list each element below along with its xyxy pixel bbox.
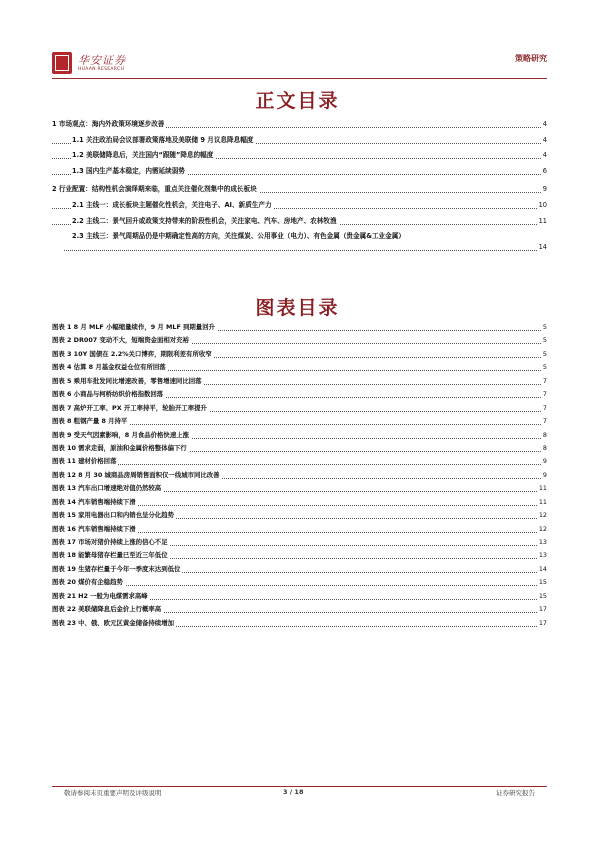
- page-header: [52, 50, 547, 80]
- figure-entry[interactable]: [52, 482, 547, 495]
- toc-entry-page: 4: [541, 148, 547, 164]
- toc-entry[interactable]: [52, 214, 547, 230]
- logo-english-name: HUAAN RESEARCH: [78, 67, 125, 72]
- figure-entry[interactable]: [52, 549, 547, 562]
- seal-icon: [52, 52, 72, 74]
- figure-entry-text: 图表 7 高炉开工率、PX 开工率持平，轮胎开工率提升: [52, 402, 209, 415]
- toc-entry-page: 9: [541, 182, 547, 198]
- figure-entry-text: 图表 8 粗钢产量 8 月持平: [52, 415, 129, 428]
- figure-entry-page: 9: [541, 455, 547, 468]
- figure-entry-page: 7: [541, 415, 547, 428]
- figure-entry[interactable]: [52, 603, 547, 616]
- toc-entry-text: 1.3 国内生产基本稳定，内需延续弱势: [72, 164, 187, 180]
- figure-entry-text: 图表 23 中、俄、欧元区黄金储备持续增加: [52, 617, 176, 630]
- toc-entry-page: 14: [537, 240, 547, 256]
- figure-entry-text: 图表 22 美联储降息后金价上行概率高: [52, 603, 163, 616]
- figures-title: 图表目录: [255, 297, 340, 319]
- figure-entry-page: 13: [537, 536, 547, 549]
- figure-entry[interactable]: [52, 348, 547, 361]
- figure-entry[interactable]: [52, 617, 547, 630]
- figure-entry-text: 图表 12 8 月 30 城商品房周销售面积仅一线城市同比改善: [52, 469, 222, 482]
- toc-entry-text: 2.3 主线三：景气周期品仍是中期确定性高的方向，关注煤炭、公用事业（电力）、有色金属（贵金属&工业金属）: [72, 229, 544, 244]
- figure-entry-page: 13: [537, 549, 547, 562]
- figure-entry-page: 17: [537, 603, 547, 616]
- figure-entry-page: 9: [541, 469, 547, 482]
- page-number: 3 / 18: [283, 788, 304, 796]
- figure-entry-text: 图表 2 DR007 变动不大，短端资金面相对充裕: [52, 334, 191, 347]
- toc-entry-page: 10: [537, 198, 547, 214]
- figure-entry-text: 图表 4 估算 8 月基金权益仓位有所回落: [52, 361, 168, 374]
- toc-entry-text: 2 行业配置：结构性机会演绎期来临，重点关注催化剂集中的成长板块: [52, 182, 259, 198]
- figure-entry-text: 图表 10 需求走弱，原油和金属价格整体偏下行: [52, 442, 189, 455]
- toc-entry-text: 1 市场观点：海内外政策环境逐步改善: [52, 117, 166, 133]
- figure-entry[interactable]: [52, 402, 547, 415]
- figure-entry-text: 图表 3 10Y 国债在 2.2%关口博弈，期限利差有所收窄: [52, 348, 214, 361]
- figure-entry[interactable]: [52, 469, 547, 482]
- toc-entry[interactable]: [52, 117, 547, 133]
- report-type: 策略研究: [515, 54, 547, 63]
- figure-entry-page: 5: [541, 348, 547, 361]
- figure-entry-page: 8: [541, 429, 547, 442]
- figure-entry-page: 12: [537, 509, 547, 522]
- figure-entry[interactable]: [52, 496, 547, 509]
- figure-entry-page: 7: [541, 375, 547, 388]
- toc-title: 正文目录: [255, 90, 340, 112]
- figure-entry-page: 11: [537, 482, 547, 495]
- toc-entry-text: 1.1 关注政治局会议部署政策落地及美联储 9 月议息降息幅度: [72, 133, 255, 149]
- figure-entry-page: 15: [537, 590, 547, 603]
- figure-entry[interactable]: [52, 334, 547, 347]
- figure-entry[interactable]: [52, 375, 547, 388]
- figure-entry-text: 图表 19 生猪存栏量于今年一季度末达到低位: [52, 563, 182, 576]
- figure-entry-text: 图表 18 能繁母猪存栏量已至近三年低位: [52, 549, 170, 562]
- figure-entry-text: 图表 15 家用电器出口和内销也呈分化趋势: [52, 509, 176, 522]
- figure-entry[interactable]: [52, 590, 547, 603]
- figure-entry-page: 12: [537, 523, 547, 536]
- footer-disclaimer: 敬请参阅末页重要声明及评级说明: [64, 789, 162, 797]
- toc-entry[interactable]: [52, 133, 547, 149]
- company-logo: [52, 52, 172, 80]
- toc-entry-text: 2.2 主线二：景气回升或政策支持带来的阶段性机会，关注家电、汽车、房地产、农林牧渔: [72, 214, 339, 230]
- figure-entry-text: 图表 11 建材价格回落: [52, 455, 118, 468]
- figure-entry-page: 7: [541, 388, 547, 401]
- figure-entry[interactable]: [52, 563, 547, 576]
- footer-divider: [52, 786, 547, 787]
- figure-entry[interactable]: [52, 509, 547, 522]
- toc-entry-page: 4: [541, 133, 547, 149]
- figure-entry-text: 图表 16 汽车销售端持续下滑: [52, 523, 138, 536]
- figure-entry-text: 图表 5 乘用车批发同比增速改善，零售增速同比回落: [52, 375, 204, 388]
- toc-entry[interactable]: [52, 229, 547, 255]
- figure-entry-page: 11: [537, 496, 547, 509]
- leader-dots: [52, 585, 541, 586]
- figure-entry-page: 14: [537, 563, 547, 576]
- figure-entry[interactable]: [52, 415, 547, 428]
- footer-report-label: 证券研究报告: [496, 789, 535, 797]
- figure-entry[interactable]: [52, 523, 547, 536]
- figure-entry-page: 5: [541, 321, 547, 334]
- figure-entry-page: 8: [541, 442, 547, 455]
- figures-list: [52, 321, 547, 630]
- logo-chinese-name: 华安证券: [78, 54, 126, 67]
- toc-entry-text: 2.1 主线一：成长板块主题催化性机会，关注电子、AI、新质生产力: [72, 198, 274, 214]
- leader-dots: [64, 250, 541, 251]
- figure-entry-text: 图表 1 8 月 MLF 小幅缩量续作，9 月 MLF 到期量回升: [52, 321, 217, 334]
- toc-list: [52, 117, 547, 255]
- figure-entry[interactable]: [52, 576, 547, 589]
- figure-entry-page: 5: [541, 361, 547, 374]
- figure-entry-text: 图表 9 受天气因素影响，8 月食品价格快速上涨: [52, 429, 191, 442]
- toc-entry[interactable]: [52, 182, 547, 198]
- figure-entry-page: 5: [541, 334, 547, 347]
- toc-entry[interactable]: [52, 198, 547, 214]
- figure-entry[interactable]: [52, 536, 547, 549]
- leader-dots: [52, 464, 541, 465]
- figure-entry[interactable]: [52, 388, 547, 401]
- figure-entry-text: 图表 6 小商品与柯桥纺织价格指数回落: [52, 388, 165, 401]
- figure-entry-text: 图表 17 市场对猪价持续上涨的信心不足: [52, 536, 170, 549]
- figure-entry[interactable]: [52, 361, 547, 374]
- figure-entry-page: 7: [541, 402, 547, 415]
- figure-entry[interactable]: [52, 442, 547, 455]
- toc-entry-page: 6: [541, 164, 547, 180]
- figure-entry[interactable]: [52, 429, 547, 442]
- figure-entry-page: 17: [537, 617, 547, 630]
- figure-entry-page: 15: [537, 576, 547, 589]
- toc-entry-page: 11: [537, 214, 547, 230]
- toc-entry-text: 1.2 美联储降息后，关注国内“跟随”降息的幅度: [72, 148, 215, 164]
- toc-entry[interactable]: [52, 148, 547, 164]
- figure-entry[interactable]: [52, 321, 547, 334]
- toc-entry-page: 4: [541, 117, 547, 133]
- header-divider: [52, 78, 547, 79]
- figure-entry-text: 图表 20 煤价有企稳趋势: [52, 576, 125, 589]
- toc-entry[interactable]: [52, 164, 547, 180]
- figure-entry-text: 图表 21 H2 一般为电煤需求高峰: [52, 590, 150, 603]
- figure-entry-text: 图表 14 汽车销售端持续下滑: [52, 496, 138, 509]
- figure-entry[interactable]: [52, 455, 547, 468]
- figure-entry-text: 图表 13 汽车出口增速绝对值仍然较高: [52, 482, 163, 495]
